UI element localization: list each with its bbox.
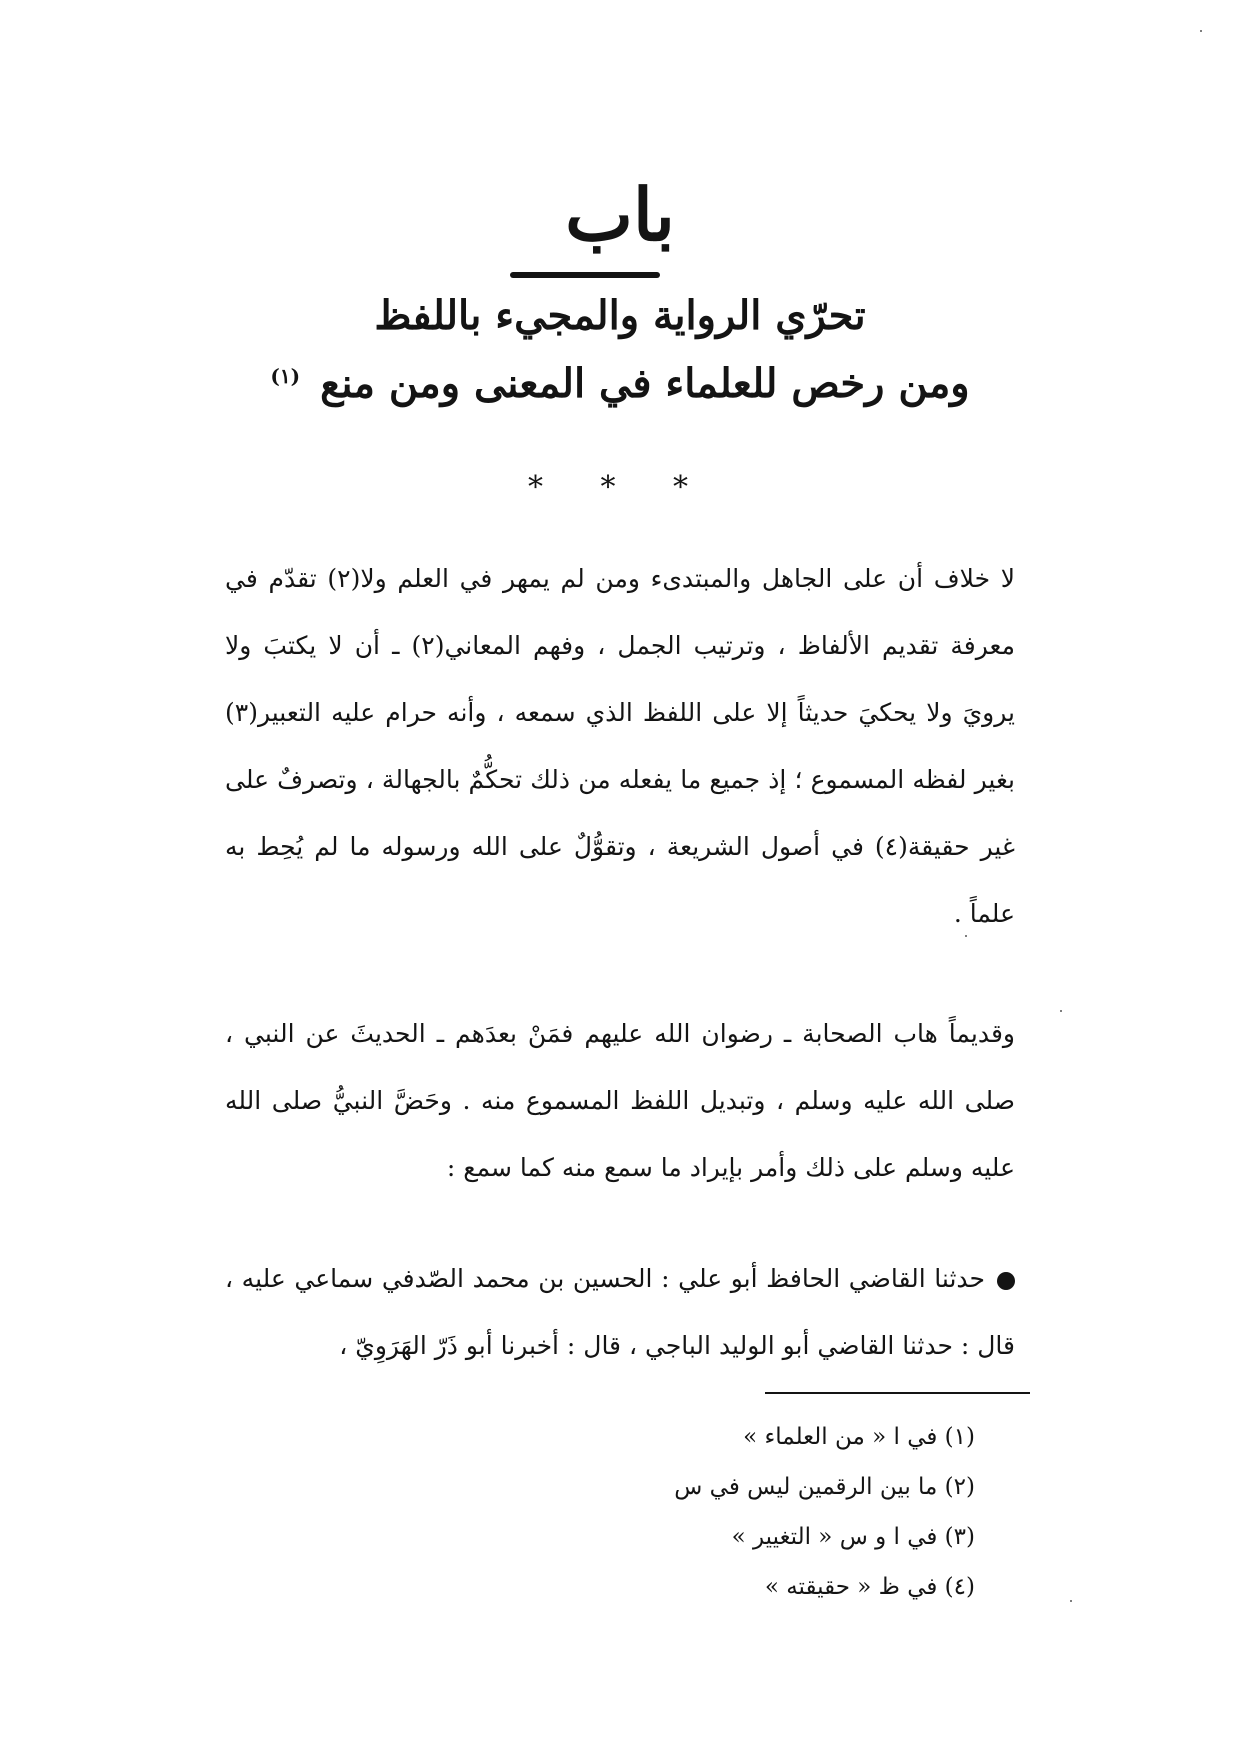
- bullet-icon: [997, 1272, 1015, 1290]
- footnote-divider: [765, 1392, 1030, 1394]
- footnote-2: (٢) ما بين الرقمين ليس في س: [674, 1474, 975, 1500]
- body-paragraph-2: وقديماً هاب الصحابة ـ رضوان الله عليهم فمَنْ بعدَهم ـ الحديثَ عن النبي ، صلى الله عليه وسلم ، وتبديل اللفظ المسموع منه . وحَضَّ النبيُّ صلى الله عليه وسلم على ذلك وأمر بإيراد ما سمع منه كما سمع :: [225, 1019, 1015, 1182]
- chapter-title: باب: [565, 172, 675, 257]
- scan-speck: [1200, 30, 1202, 32]
- footnotes-list: [555, 1412, 975, 1612]
- scan-speck: [965, 935, 967, 937]
- chapter-subtitle-line1: تحرّي الرواية والمجيء باللفظ: [374, 292, 866, 339]
- chapter-subtitle-line2-wrap: [200, 360, 1040, 408]
- body-paragraph-1: لا خلاف أن على الجاهل والمبتدىء ومن لم يمهر في العلم ولا(٢) تقدّم في معرفة تقديم الألفاظ ، وترتيب الجمل ، وفهم المعاني(٢) ـ أن لا يكتبَ ولا يرويَ ولا يحكيَ حديثاً إلا على اللفظ الذي سمعه ، وأنه حرام عليه التعبير(٣) بغير لفظه المسموع ؛ إذ جميع ما يفعله من ذلك تحكُّمٌ بالجهالة ، وتصرفٌ على غير حقيقة(٤) في أصول الشريعة ، وتقوُّلٌ على الله ورسوله ما لم يُحِط به علماً .: [225, 564, 1016, 928]
- body-paragraph-3: حدثنا القاضي الحافظ أبو علي : الحسين بن محمد الصّدفي سماعي عليه ، قال : حدثنا القاضي أبو الوليد الباجي ، قال : أخبرنا أبو ذَرّ الهَرَوِيّ ،: [225, 1264, 1015, 1360]
- scan-speck: [1070, 1600, 1072, 1602]
- chapter-subtitle-line2: ومن رخص للعلماء في المعنى ومن منع: [320, 360, 970, 407]
- scan-speck: [1060, 1010, 1062, 1012]
- subtitle-footnote-ref: (١): [270, 363, 301, 388]
- body-paragraph-3-wrap: [225, 1245, 1015, 1379]
- footnote-3: (٣) في ا و س « التغيير »: [731, 1524, 975, 1550]
- title-flourish: [510, 272, 660, 278]
- footnote-4: (٤) في ظ « حقيقته »: [764, 1574, 975, 1600]
- footnote-1: (١) في ا « من العلماء »: [743, 1424, 975, 1450]
- section-separator: * * *: [527, 470, 713, 505]
